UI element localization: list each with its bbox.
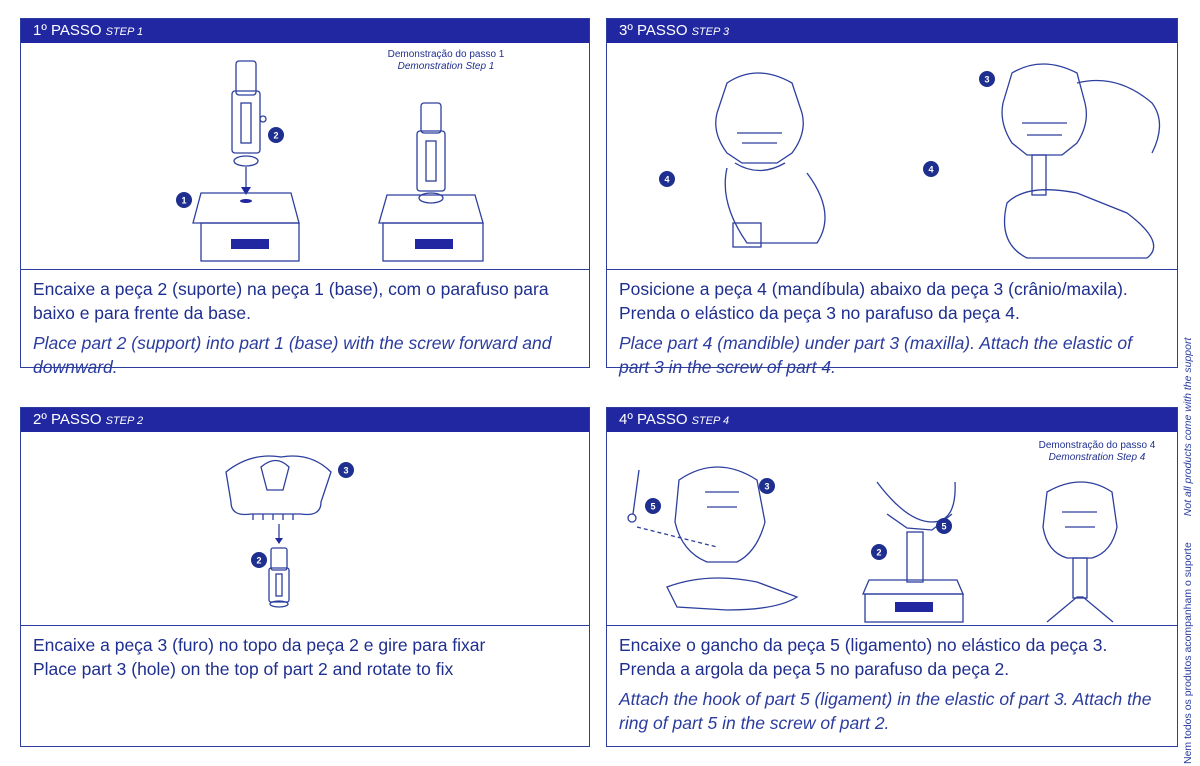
step-2-text-pt: Encaixe a peça 3 (furo) no topo da peça 2 e gire para fixar	[33, 635, 486, 655]
step-3-text-pt: Posicione a peça 4 (mandíbula) abaixo da peça 3 (crânio/maxila). Prenda o elástico da peça 3 no parafuso da peça 4.	[619, 279, 1128, 323]
badge-1	[176, 192, 192, 208]
badge-5-left	[645, 498, 661, 514]
step-1-panel	[20, 18, 590, 377]
side-note-en: Not all products come with the support	[1182, 337, 1194, 517]
step-1-drawing	[21, 43, 588, 269]
side-note	[1182, 338, 1194, 764]
step-1-demo-en: Demonstration Step 1	[397, 61, 495, 72]
step-4-illustration	[607, 432, 1177, 626]
badge-2-step2	[251, 552, 267, 568]
badge-3-label: 3	[984, 74, 990, 85]
step-3-drawing	[607, 43, 1176, 269]
step-4-title: 4º PASSO	[619, 411, 688, 428]
step-2-header	[21, 408, 589, 432]
badge-4-left	[659, 171, 675, 187]
step-3-text	[607, 269, 1177, 377]
step-1-title: 1º PASSO	[33, 22, 102, 39]
step-3-header	[607, 19, 1177, 43]
step-1-demo-pt: Demonstração do passo 1	[387, 49, 505, 60]
step-4-panel	[606, 407, 1178, 747]
badge-5-mid	[936, 518, 952, 534]
step-1-demo-caption	[351, 49, 541, 73]
step-3-panel	[606, 18, 1178, 377]
step-3-title-en: STEP 3	[691, 26, 730, 38]
badge-4-left-label: 4	[664, 174, 670, 185]
step-2-text	[21, 625, 589, 746]
step-4-demo-en: Demonstration Step 4	[1048, 452, 1146, 463]
step-4-demo-pt: Demonstração do passo 4	[1038, 440, 1156, 451]
step-1-title-en: STEP 1	[105, 26, 144, 38]
side-note-pt: Nem todos os produtos acompanham o suporte	[1182, 542, 1194, 764]
step-2-drawing	[21, 432, 588, 625]
step-1-illustration	[21, 43, 589, 270]
badge-3-step2	[338, 462, 354, 478]
step-2-panel	[20, 407, 590, 747]
step-2-illustration	[21, 432, 589, 626]
step-4-demo-caption	[1027, 440, 1167, 464]
badge-5-left-label: 5	[650, 501, 656, 512]
badge-2-step2-label: 2	[256, 555, 262, 566]
badge-1-label: 1	[181, 195, 187, 206]
badge-4-right	[923, 161, 939, 177]
badge-5-mid-label: 5	[941, 521, 947, 532]
badge-3-step4-label: 3	[764, 481, 770, 492]
badge-3-step2-label: 3	[343, 465, 349, 476]
step-1-text-en: Place part 2 (support) into part 1 (base) with the screw forward and downward.	[33, 333, 552, 377]
badge-3-step4	[759, 478, 775, 494]
step-4-text	[607, 625, 1177, 746]
badge-4-right-label: 4	[928, 164, 934, 175]
step-1-header	[21, 19, 589, 43]
step-4-text-en: Attach the hook of part 5 (ligament) in the elastic of part 3. Attach the ring of part 5 in the screw of part 2.	[619, 689, 1152, 733]
step-2-title: 2º PASSO	[33, 411, 102, 428]
step-2-title-en: STEP 2	[105, 415, 144, 427]
badge-2-label: 2	[273, 130, 279, 141]
step-2-text-pt2: Place part 3 (hole) on the top of part 2 and rotate to fix	[33, 659, 454, 679]
badge-3	[979, 71, 995, 87]
step-1-text	[21, 269, 589, 377]
step-1-text-pt: Encaixe a peça 2 (suporte) na peça 1 (base), com o parafuso para baixo e para frente da base.	[33, 279, 549, 323]
step-3-illustration	[607, 43, 1177, 270]
step-4-title-en: STEP 4	[691, 415, 730, 427]
step-4-header	[607, 408, 1177, 432]
step-3-title: 3º PASSO	[619, 22, 688, 39]
step-3-text-en: Place part 4 (mandible) under part 3 (maxilla). Attach the elastic of part 3 in the screw of part 4.	[619, 333, 1132, 377]
badge-2-step4	[871, 544, 887, 560]
badge-2-step4-label: 2	[876, 547, 882, 558]
step-4-text-pt: Encaixe o gancho da peça 5 (ligamento) no elástico da peça 3. Prenda a argola da peça 5 no parafuso da peça 2.	[619, 635, 1108, 679]
badge-2	[268, 127, 284, 143]
